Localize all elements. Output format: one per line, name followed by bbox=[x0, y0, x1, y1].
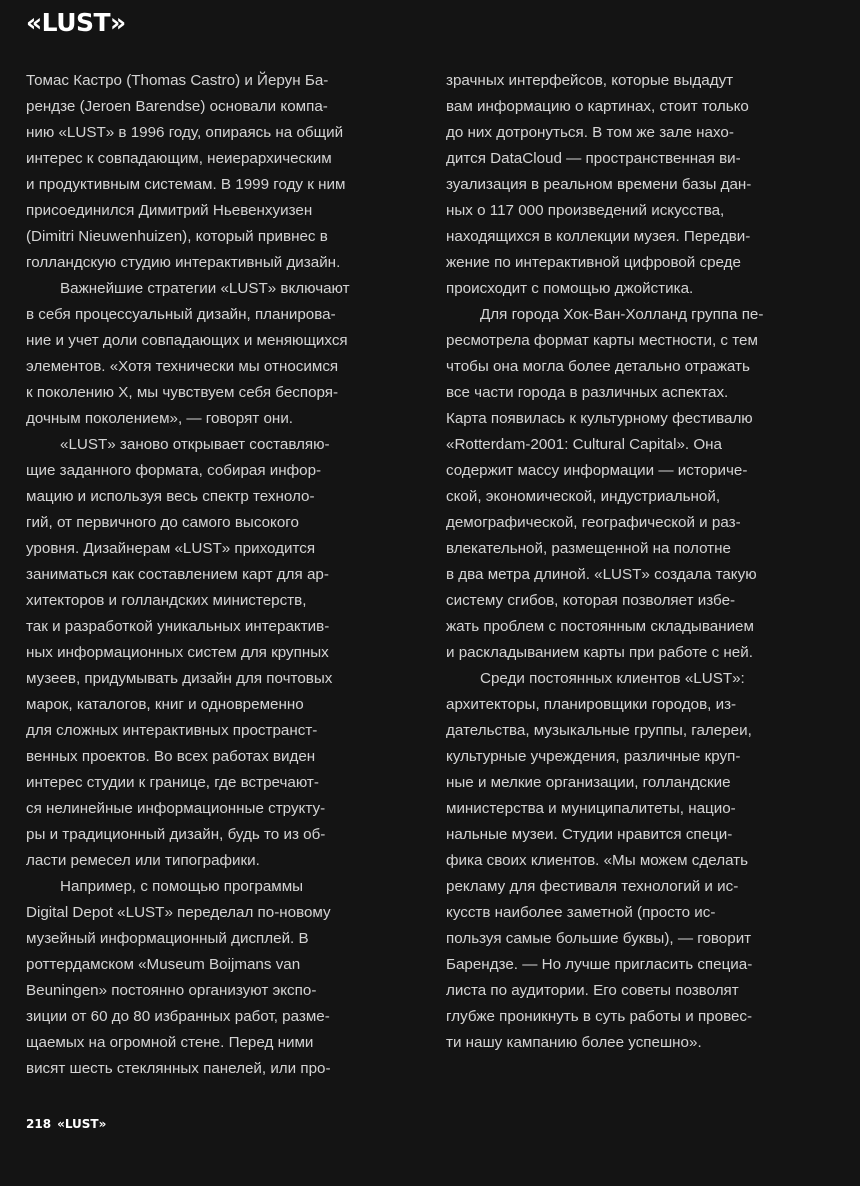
text-line: (Dimitri Nieuwenhuizen), который привнес в bbox=[26, 228, 328, 245]
text-line: щаемых на огромной стене. Перед ними bbox=[26, 1034, 314, 1051]
text-line: влекательной, размещенной на полотне bbox=[446, 540, 731, 557]
text-line: заниматься как составлением карт для ар- bbox=[26, 566, 329, 583]
text-line: «Rotterdam-2001: Cultural Capital». Она bbox=[446, 436, 722, 453]
text-line: находящихся в коллекции музея. Передви- bbox=[446, 228, 751, 245]
footer-section-title: «LUST» bbox=[57, 1117, 107, 1131]
text-line: для сложных интерактивных пространст- bbox=[26, 722, 318, 739]
text-line: ры и традиционный дизайн, будь то из об- bbox=[26, 826, 326, 843]
text-line: в два метра длиной. «LUST» создала такую bbox=[446, 566, 757, 583]
text-line: музеев, придумывать дизайн для почтовых bbox=[26, 670, 333, 687]
text-line: зуализация в реальном времени базы дан- bbox=[446, 176, 752, 193]
text-line: интерес студии к границе, где встречают- bbox=[26, 774, 319, 791]
text-line: до них дотронуться. В том же зале нахо- bbox=[446, 124, 734, 141]
text-line: Beuningen» постоянно организуют экспо- bbox=[26, 982, 317, 999]
text-line: и продуктивным системам. В 1999 году к ним bbox=[26, 176, 346, 193]
left-text-column bbox=[26, 68, 411, 1082]
text-line: архитекторы, планировщики городов, из- bbox=[446, 696, 737, 713]
text-line: жать проблем с постоянным складыванием bbox=[446, 618, 754, 635]
text-line: ской, экономической, индустриальной, bbox=[446, 488, 721, 505]
text-line: дится DataCloud — пространственная ви- bbox=[446, 150, 741, 167]
text-line: пользуя самые большие буквы), — говорит bbox=[446, 930, 752, 947]
text-line: содержит массу информации — историче- bbox=[446, 462, 748, 479]
text-line: ных о 117 000 произведений искусства, bbox=[446, 202, 725, 219]
page-title: «LUST» bbox=[26, 8, 126, 37]
text-line: рекламу для фестиваля технологий и ис- bbox=[446, 878, 739, 895]
text-line: ти нашу кампанию более успешно». bbox=[446, 1034, 702, 1051]
text-line: к поколению X, мы чувствуем себя беспоря- bbox=[26, 384, 339, 401]
text-line: Томас Кастро (Thomas Castro) и Йерун Ба- bbox=[26, 72, 329, 89]
text-line: Важнейшие стратегии «LUST» включают bbox=[60, 280, 350, 297]
text-line: интерес к совпадающим, неиерархическим bbox=[26, 150, 332, 167]
text-line: «LUST» заново открывает составляю- bbox=[60, 436, 330, 453]
text-line: ных информационных систем для крупных bbox=[26, 644, 329, 661]
text-line: происходит с помощью джойстика. bbox=[446, 280, 694, 297]
text-line: мацию и используя весь спектр техноло- bbox=[26, 488, 315, 505]
text-line: Digital Depot «LUST» переделал по-новому bbox=[26, 904, 331, 921]
text-line: и раскладыванием карты при работе с ней. bbox=[446, 644, 753, 661]
text-line: так и разработкой уникальных интерактив- bbox=[26, 618, 330, 635]
text-line: музейный информационный дисплей. В bbox=[26, 930, 309, 947]
text-line: роттердамском «Museum Boijmans van bbox=[26, 956, 301, 973]
page-number: 218 bbox=[26, 1117, 52, 1131]
text-line: нию «LUST» в 1996 году, опираясь на общий bbox=[26, 124, 344, 141]
text-line: демографической, географической и раз- bbox=[446, 514, 741, 531]
text-line: марок, каталогов, книг и одновременно bbox=[26, 696, 304, 713]
text-line: фика своих клиентов. «Мы можем сделать bbox=[446, 852, 749, 869]
text-line: ласти ремесел или типографики. bbox=[26, 852, 260, 869]
text-line: Карта появилась к культурному фестивалю bbox=[446, 410, 753, 427]
text-line: зиции от 60 до 80 избранных работ, разме- bbox=[26, 1008, 330, 1025]
text-line: в себя процессуальный дизайн, планирова- bbox=[26, 306, 336, 323]
text-line: ние и учет доли совпадающих и меняющихся bbox=[26, 332, 348, 349]
page-footer bbox=[26, 1117, 106, 1131]
text-line: присоединился Димитрий Ньевенхуизен bbox=[26, 202, 313, 219]
text-line: элементов. «Хотя технически мы относимся bbox=[26, 358, 339, 375]
right-text-column bbox=[446, 68, 831, 1056]
text-line: систему сгибов, которая позволяет избе- bbox=[446, 592, 736, 609]
text-line: ные и мелкие организации, голландские bbox=[446, 774, 731, 791]
text-line: кусств наиболее заметной (просто ис- bbox=[446, 904, 716, 921]
text-line: Например, с помощью программы bbox=[60, 878, 304, 895]
text-line: рендзе (Jeroen Barendse) основали компа- bbox=[26, 98, 328, 115]
text-line: министерства и муниципалитеты, нацио- bbox=[446, 800, 736, 817]
text-line: культурные учреждения, различные круп- bbox=[446, 748, 741, 765]
text-line: ресмотрела формат карты местности, с тем bbox=[446, 332, 758, 349]
text-line: гий, от первичного до самого высокого bbox=[26, 514, 299, 531]
text-line: Для города Хок-Ван-Холланд группа пе- bbox=[480, 306, 764, 323]
text-line: дочным поколением», — говорят они. bbox=[26, 410, 294, 427]
text-line: вам информацию о картинах, стоит только bbox=[446, 98, 749, 115]
text-line: листа по аудитории. Его советы позволят bbox=[446, 982, 739, 999]
text-line: жение по интерактивной цифровой среде bbox=[446, 254, 741, 271]
text-line: щие заданного формата, собирая инфор- bbox=[26, 462, 322, 479]
text-line: хитекторов и голландских министерств, bbox=[26, 592, 307, 609]
text-line: нальные музеи. Студии нравится специ- bbox=[446, 826, 733, 843]
text-line: уровня. Дизайнерам «LUST» приходится bbox=[26, 540, 316, 557]
text-line: глубже проникнуть в суть работы и провес- bbox=[446, 1008, 753, 1025]
text-line: ся нелинейные информационные структу- bbox=[26, 800, 326, 817]
text-line: чтобы она могла более детально отражать bbox=[446, 358, 750, 375]
text-line: все части города в различных аспектах. bbox=[446, 384, 729, 401]
text-line: венных проектов. Во всех работах виден bbox=[26, 748, 316, 765]
text-line: голландскую студию интерактивный дизайн. bbox=[26, 254, 341, 271]
text-line: Барендзе. — Но лучше пригласить специа- bbox=[446, 956, 753, 973]
text-line: зрачных интерфейсов, которые выдадут bbox=[446, 72, 734, 89]
text-line: Среди постоянных клиентов «LUST»: bbox=[480, 670, 745, 687]
text-line: дательства, музыкальные группы, галереи, bbox=[446, 722, 752, 739]
text-line: висят шесть стеклянных панелей, или про- bbox=[26, 1060, 331, 1077]
